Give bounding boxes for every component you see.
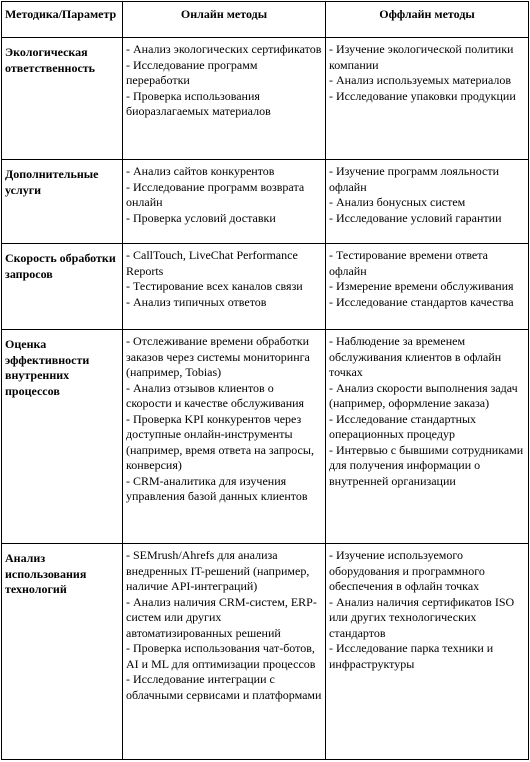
online-item: - Анализ сайтов конкурентов bbox=[126, 164, 275, 178]
offline-cell bbox=[326, 160, 529, 244]
online-item: - Тестирование всех каналов связи bbox=[126, 279, 303, 293]
offline-item: - Изучение экологической политики компании bbox=[329, 42, 514, 72]
parameter-cell: Анализ использования технологий bbox=[2, 544, 123, 760]
online-item: - CRM-аналитика для изучения управления базой данных клиентов bbox=[126, 473, 308, 503]
offline-item: - Изучение программ лояльности офлайн bbox=[329, 164, 499, 194]
offline-item: - Исследование стандартных операционных процедур bbox=[329, 411, 477, 441]
offline-item: - Анализ бонусных систем bbox=[329, 195, 466, 209]
online-cell bbox=[123, 244, 326, 330]
table-row bbox=[2, 38, 529, 160]
header-row bbox=[2, 2, 529, 38]
table-row bbox=[2, 160, 529, 244]
online-cell bbox=[123, 544, 326, 760]
online-item: - Проверка использования биоразлагаемых материалов bbox=[126, 88, 271, 118]
offline-item: - Интервью с бывшими сотрудниками для получения информации о внутренней организации bbox=[329, 442, 524, 488]
online-item: - SEMrush/Ahrefs для анализа внедренных IT-решений (например, наличие API-интеграций) bbox=[126, 548, 310, 593]
table-row bbox=[2, 544, 529, 760]
header-offline: Оффлайн методы bbox=[326, 2, 529, 38]
online-cell bbox=[123, 330, 326, 544]
online-item: - Проверка условий доставки bbox=[126, 210, 276, 225]
parameter-cell: Оценка эффективности внутренних процессов bbox=[2, 330, 123, 544]
online-cell bbox=[123, 160, 326, 244]
offline-item: - Анализ наличия сертификатов ISO или других технологических стандартов bbox=[329, 594, 515, 640]
offline-cell bbox=[326, 544, 529, 760]
online-item: - Проверка использования чат-ботов, AI и ML для оптимизации процессов bbox=[126, 641, 316, 671]
header-online: Онлайн методы bbox=[123, 2, 326, 38]
offline-cell bbox=[326, 38, 529, 160]
offline-item: - Анализ используемых материалов bbox=[329, 73, 512, 87]
offline-item: - Наблюдение за временем обслуживания клиентов в офлайн точках bbox=[329, 334, 502, 379]
offline-item: - Исследование стандартов качества bbox=[329, 294, 514, 309]
online-item: - Исследование программ возврата онлайн bbox=[126, 179, 305, 209]
online-item: - CallTouch, LiveChat Performance Reports bbox=[126, 248, 298, 278]
online-item: - Анализ экологических сертификатов bbox=[126, 42, 322, 56]
methods-table bbox=[1, 1, 529, 760]
offline-item: - Изучение используемого оборудования и программного обеспечения в офлайн точках bbox=[329, 548, 485, 593]
online-item: - Отслеживание времени обработки заказов через системы мониторинга (например, Tobias) bbox=[126, 334, 310, 379]
table-row bbox=[2, 330, 529, 544]
offline-cell bbox=[326, 244, 529, 330]
offline-item: - Исследование парка техники и инфраструктуры bbox=[329, 641, 494, 671]
online-item: - Исследование программ переработки bbox=[126, 57, 258, 87]
offline-item: - Исследование упаковки продукции bbox=[329, 88, 516, 103]
table-row bbox=[2, 244, 529, 330]
parameter-cell: Скорость обработки запросов bbox=[2, 244, 123, 330]
parameter-cell: Экологическая ответственность bbox=[2, 38, 123, 160]
online-item: - Анализ отзывов клиентов о скорости и качестве обслуживания bbox=[126, 380, 305, 410]
online-item: - Проверка KPI конкурентов через доступные онлайн-инструменты (например, время ответа на запросы, конверсия) bbox=[126, 411, 314, 472]
offline-item: - Тестирование времени ответа офлайн bbox=[329, 248, 488, 278]
parameter-cell: Дополнительные услуги bbox=[2, 160, 123, 244]
header-parameter: Методика/Параметр bbox=[2, 2, 123, 38]
offline-item: - Анализ скорости выполнения задач (например, оформление заказа) bbox=[329, 380, 518, 410]
offline-cell bbox=[326, 330, 529, 544]
online-item: - Анализ наличия CRM-систем, ERP-систем или других автоматизированных решений bbox=[126, 594, 317, 640]
offline-item: - Измерение времени обслуживания bbox=[329, 279, 514, 293]
online-item: - Исследование интеграции с облачными сервисами и платформами bbox=[126, 672, 322, 702]
online-item: - Анализ типичных ответов bbox=[126, 294, 267, 309]
offline-item: - Исследование условий гарантии bbox=[329, 210, 502, 225]
online-cell bbox=[123, 38, 326, 160]
